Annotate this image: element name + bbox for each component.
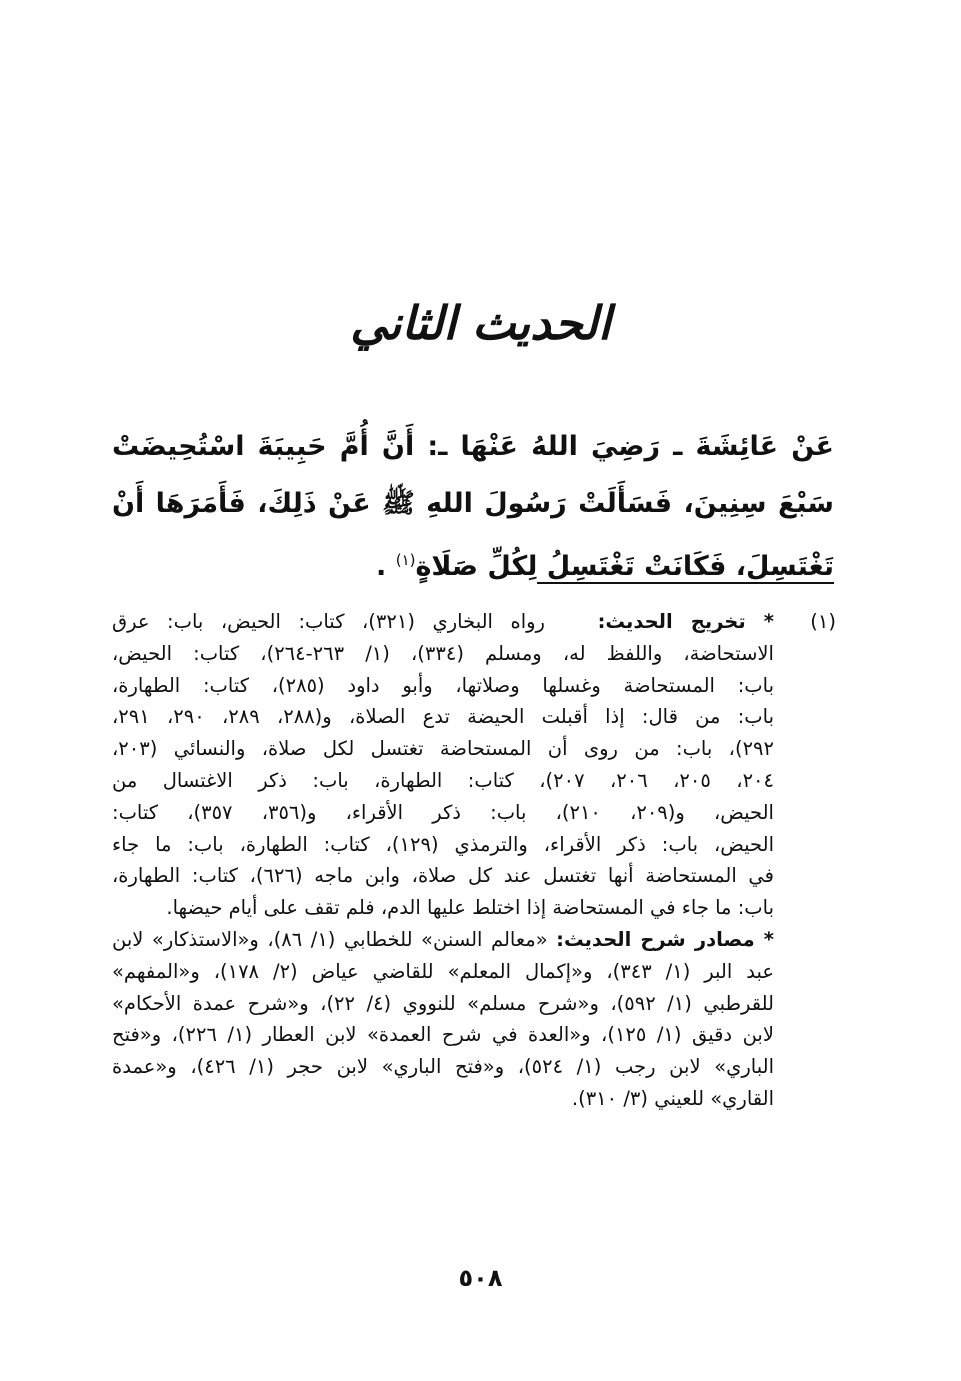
takhrij-line: الحيض، باب: ذكر الأقراء، والترمذي (١٢٩)، كتاب: الطهارة، باب: ما جاء — [112, 832, 774, 856]
footnote-1 — [112, 606, 836, 1115]
footnote-reference: (١) — [395, 551, 416, 569]
sources-line: الباري» لابن رجب (١/ ٥٢٤)، و«فتح الباري» لابن حجر (١/ ٤٢٦)، و«عمدة — [112, 1055, 774, 1079]
takhrij-line: ٢٠٤، ٢٠٥، ٢٠٦، ٢٠٧)، كتاب: الطهارة، باب: ذكر الاغتسال من — [112, 768, 774, 792]
sources-line: عبد البر (١/ ٣٤٣)، و«إكمال المعلم» للقاضي عياض (٢/ ١٧٨)، و«المفهم» — [112, 959, 774, 983]
takhrij-line: في المستحاضة أنها تغتسل عند كل صلاة، وابن ماجه (٦٢٦)، كتاب: الطهارة، — [112, 864, 775, 888]
takhrij-label: * تخريج الحديث: — [597, 610, 774, 633]
takhrij-line: الاستحاضة، واللفظ له، ومسلم (٣٣٤)، (١/ ٢٦٣-٢٦٤)، كتاب: الحيض، — [112, 641, 774, 665]
footnote-divider — [537, 582, 834, 584]
hadith-body: عَنْ عَائِشَةَ ـ رَضِيَ اللهُ عَنْهَا ـ: أَنَّ أُمَّ حَبِيبَةَ اسْتُحِيضَتْ سَبْعَ سِنِينَ، فَسَأَلَتْ رَسُولَ اللهِ ﷺ عَنْ ذَلِكَ، فَأَمَرَهَا أَنْ تَغْتَسِلَ، فَكَانَتْ تَغْتَسِلُ لِكُلِّ صَلَاةٍ — [112, 431, 834, 582]
takhrij-line: الحيض، و(٢٠٩، ٢١٠)، باب: ذكر الأقراء، و(٣٥٦، ٣٥٧)، كتاب: — [112, 800, 774, 824]
takhrij-line: باب: ما جاء في المستحاضة إذا اختلط عليها الدم، فلم تقف على أيام حيضها. — [166, 896, 774, 920]
footnote-number: (١) — [810, 610, 836, 633]
sources-line: القاري» للعيني (٣/ ٣١٠). — [571, 1086, 774, 1110]
sources-label: * مصادر شرح الحديث: — [556, 927, 774, 951]
chapter-title: الحديث الثاني — [350, 296, 611, 350]
hadith-end-mark: . — [376, 551, 387, 582]
page-number: ٥٠٨ — [458, 1264, 503, 1292]
takhrij-line: باب: من قال: إذا أقبلت الحيضة تدع الصلاة، و(٢٨٨، ٢٨٩، ٢٩٠، ٢٩١، — [112, 705, 775, 729]
sources-line: لابن دقيق (١/ ١٢٥)، و«العدة في شرح العمدة» لابن العطار (١/ ٢٢٦)، و«فتح — [112, 1023, 774, 1047]
sources-line: * مصادر شرح الحديث: «معالم السنن» للخطابي (١/ ٨٦)، و«الاستذكار» لابن — [112, 927, 774, 951]
sources-line: للقرطبي (١/ ٥٩٢)، و«شرح مسلم» للنووي (٤/ ٢٢)، و«شرح عمدة الأحكام» — [112, 991, 775, 1015]
takhrij-line: ٢٩٢)، باب: من روى أن المستحاضة تغتسل لكل صلاة، والنسائي (٢٠٣، — [112, 737, 774, 761]
footnotes-section — [112, 606, 836, 1115]
takhrij-line: * تخريج الحديث: رواه البخاري (٣٢١)، كتاب: الحيض، باب: عرق — [112, 610, 774, 633]
hadith-text — [112, 418, 834, 595]
takhrij-line: باب: المستحاضة وغسلها وصلاتها، وأبو داود (٢٨٥)، كتاب: الطهارة، — [112, 673, 774, 697]
